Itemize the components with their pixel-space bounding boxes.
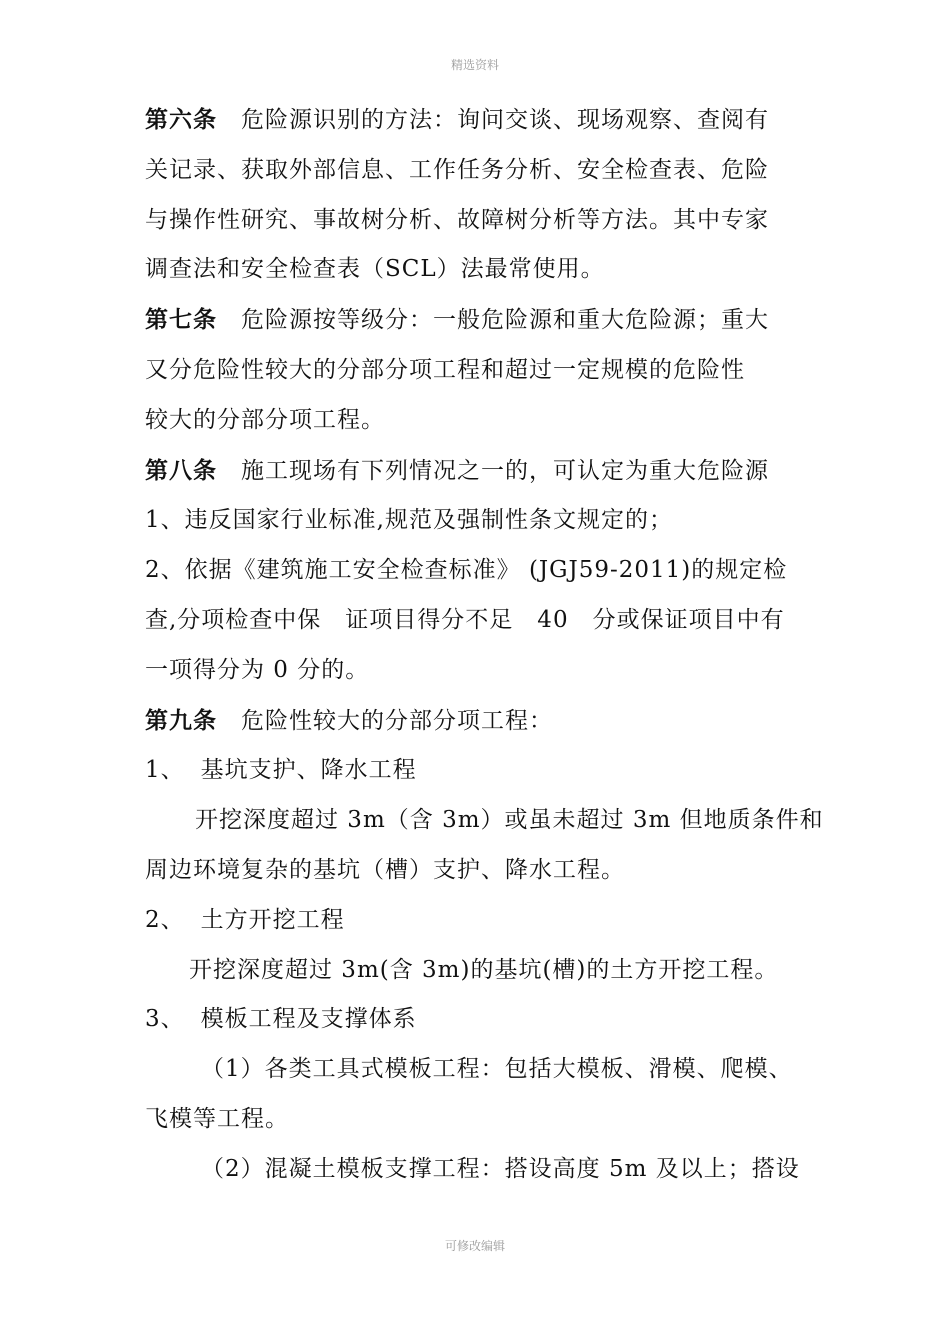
line-1: 第六条 危险源识别的方法：询问交谈、现场观察、查阅有 <box>145 106 769 133</box>
line-4: 调查法和安全检查表（SCL）法最常使用。 <box>145 256 605 283</box>
line-16: 周边环境复杂的基坑（槽）支护、降水工程。 <box>145 856 625 883</box>
line-20: （1）各类工具式模板工程：包括大模板、滑模、爬模、 <box>201 1056 793 1083</box>
article-label: 第九条 <box>145 706 217 734</box>
line-21: 飞模等工程。 <box>145 1105 289 1132</box>
line-13: 第九条 危险性较大的分部分项工程： <box>145 706 553 734</box>
list-number: 1、 <box>145 757 185 784</box>
line-5: 第七条 危险源按等级分：一般危险源和重大危险源；重大 <box>145 306 769 334</box>
line-12: 一项得分为 0 分的。 <box>145 656 370 683</box>
line-6: 又分危险性较大的分部分项工程和超过一定规模的危险性 <box>145 356 745 383</box>
line-19: 3、 模板工程及支撑体系 <box>145 1006 417 1033</box>
page-footer: 可修改编辑 <box>444 1239 505 1253</box>
line-3: 与操作性研究、事故树分析、故障树分析等方法。其中专家 <box>145 206 769 233</box>
page-header: 精选资料 <box>450 58 499 72</box>
line-11: 查,分项检查中保 证项目得分不足 40 分或保证项目中有 <box>145 606 785 633</box>
line-10: 2、依据《建筑施工安全检查标准》 (JGJ59-2011)的规定检 <box>145 557 788 584</box>
line-2: 关记录、获取外部信息、工作任务分析、安全检查表、危险 <box>145 156 769 183</box>
line-18: 开挖深度超过 3m(含 3m)的基坑(槽)的土方开挖工程。 <box>189 956 779 983</box>
line-22: （2）混凝土模板支撑工程：搭设高度 5m 及以上；搭设 <box>201 1155 800 1182</box>
article-label: 第六条 <box>145 106 217 133</box>
document-body <box>145 95 824 1195</box>
line-15: 开挖深度超过 3m（含 3m）或虽未超过 3m 但地质条件和 <box>195 807 824 834</box>
article-label: 第七条 <box>145 306 217 334</box>
line-17: 2、 土方开挖工程 <box>145 906 345 933</box>
article-label: 第八条 <box>145 456 217 484</box>
list-number: 2、 <box>145 906 185 933</box>
line-14: 1、 基坑支护、降水工程 <box>145 757 417 784</box>
line-7: 较大的分部分项工程。 <box>145 406 385 433</box>
line-8: 第八条 施工现场有下列情况之一的，可认定为重大危险源 <box>145 456 769 484</box>
line-9: 1、违反国家行业标准,规范及强制性条文规定的； <box>145 507 673 534</box>
list-number: 3、 <box>145 1006 185 1033</box>
